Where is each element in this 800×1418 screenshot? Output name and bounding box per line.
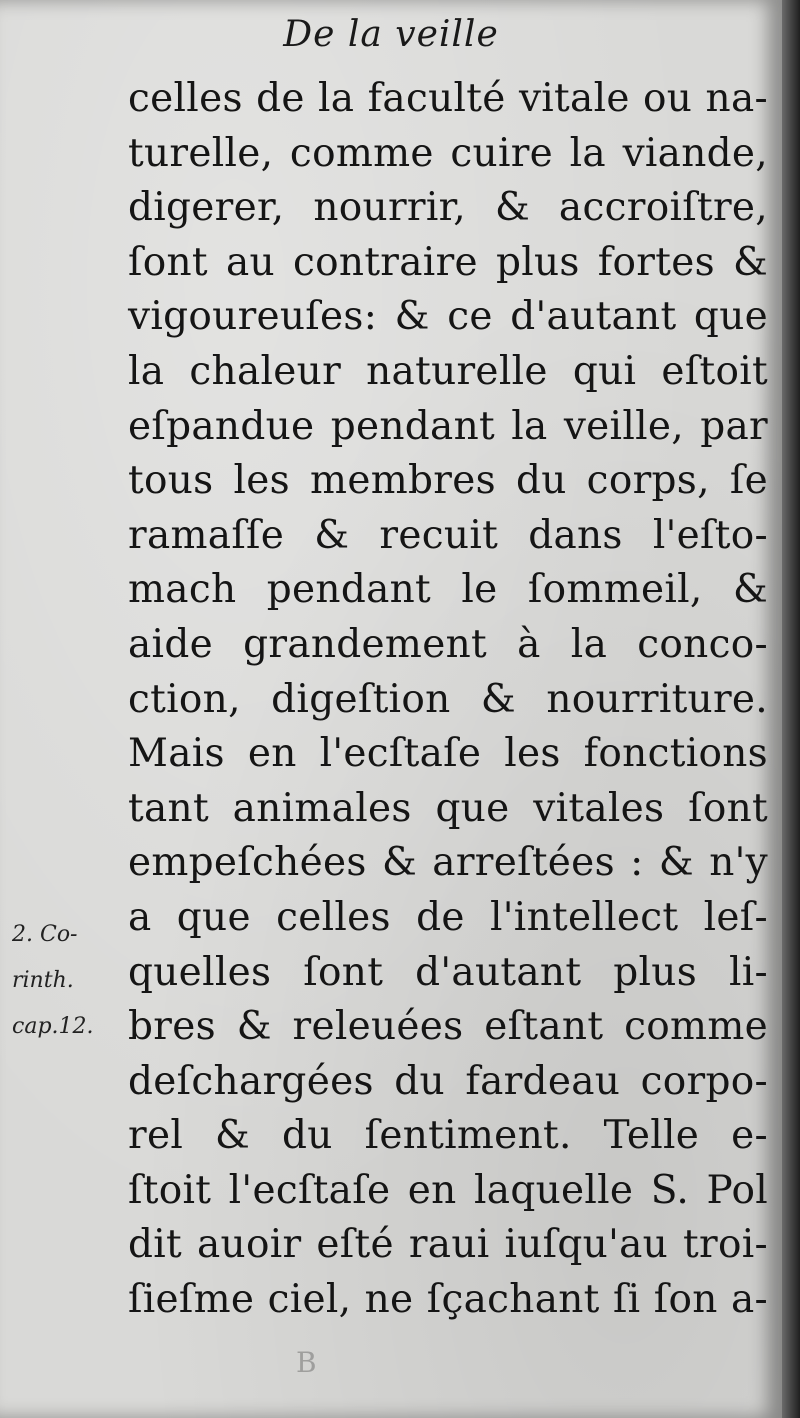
margin-note [12,912,124,1050]
text-line: eſpandue pendant la veille, par [128,403,768,449]
signature-mark: B [296,1346,317,1379]
margin-note-line: 2. Co- [12,922,78,947]
text-line: ſont au contraire plus fortes & [128,239,768,285]
text-line: ction, digeſtion & nourriture. [128,676,768,722]
text-line: bres & releuées eſtant comme [128,1004,768,1050]
text-line: celles de la faculté vitale ou na- [128,76,768,121]
text-line: deſchargées du fardeau corpo- [128,1058,768,1104]
running-head: De la veille [283,14,499,55]
text-line: mach pendant le ſommeil, & [128,567,768,613]
text-line: rel & du ſentiment. Telle e- [128,1113,768,1159]
text-line: empeſchées & arreſtées : & n'y [128,840,768,886]
text-line: dit auoir eſté raui iuſqu'au troi- [128,1222,768,1268]
text-line: Mais en l'ecſtaſe les fonctions [128,731,768,777]
body-text [128,72,768,1328]
text-line: tant animales que vitales ſont [128,785,768,831]
text-line: quelles ſont d'autant plus li- [128,949,768,995]
text-line: aide grandement à la conco- [128,621,768,667]
text-line: digerer, nourrir, & accroiſtre, [128,185,768,231]
margin-note-line: cap.12. [12,1014,94,1039]
margin-note-line: rinth. [12,968,74,993]
page-gutter-shadow [782,0,800,1418]
text-line: vigoureuſes: & ce d'autant que [128,294,768,340]
text-line: turelle, comme cuire la viande, [128,130,768,176]
text-line: a que celles de l'intellect leſ- [128,894,768,940]
text-line: ramaſſe & recuit dans l'eſto- [128,512,768,558]
text-line: la chaleur naturelle qui eſtoit [128,348,768,394]
text-line: ſtoit l'ecſtaſe en laquelle S. Pol [128,1167,768,1213]
text-line: ſieſme ciel, ne ſçachant ſi ſon a- [128,1277,768,1323]
text-line: tous les membres du corps, ſe [128,458,768,504]
